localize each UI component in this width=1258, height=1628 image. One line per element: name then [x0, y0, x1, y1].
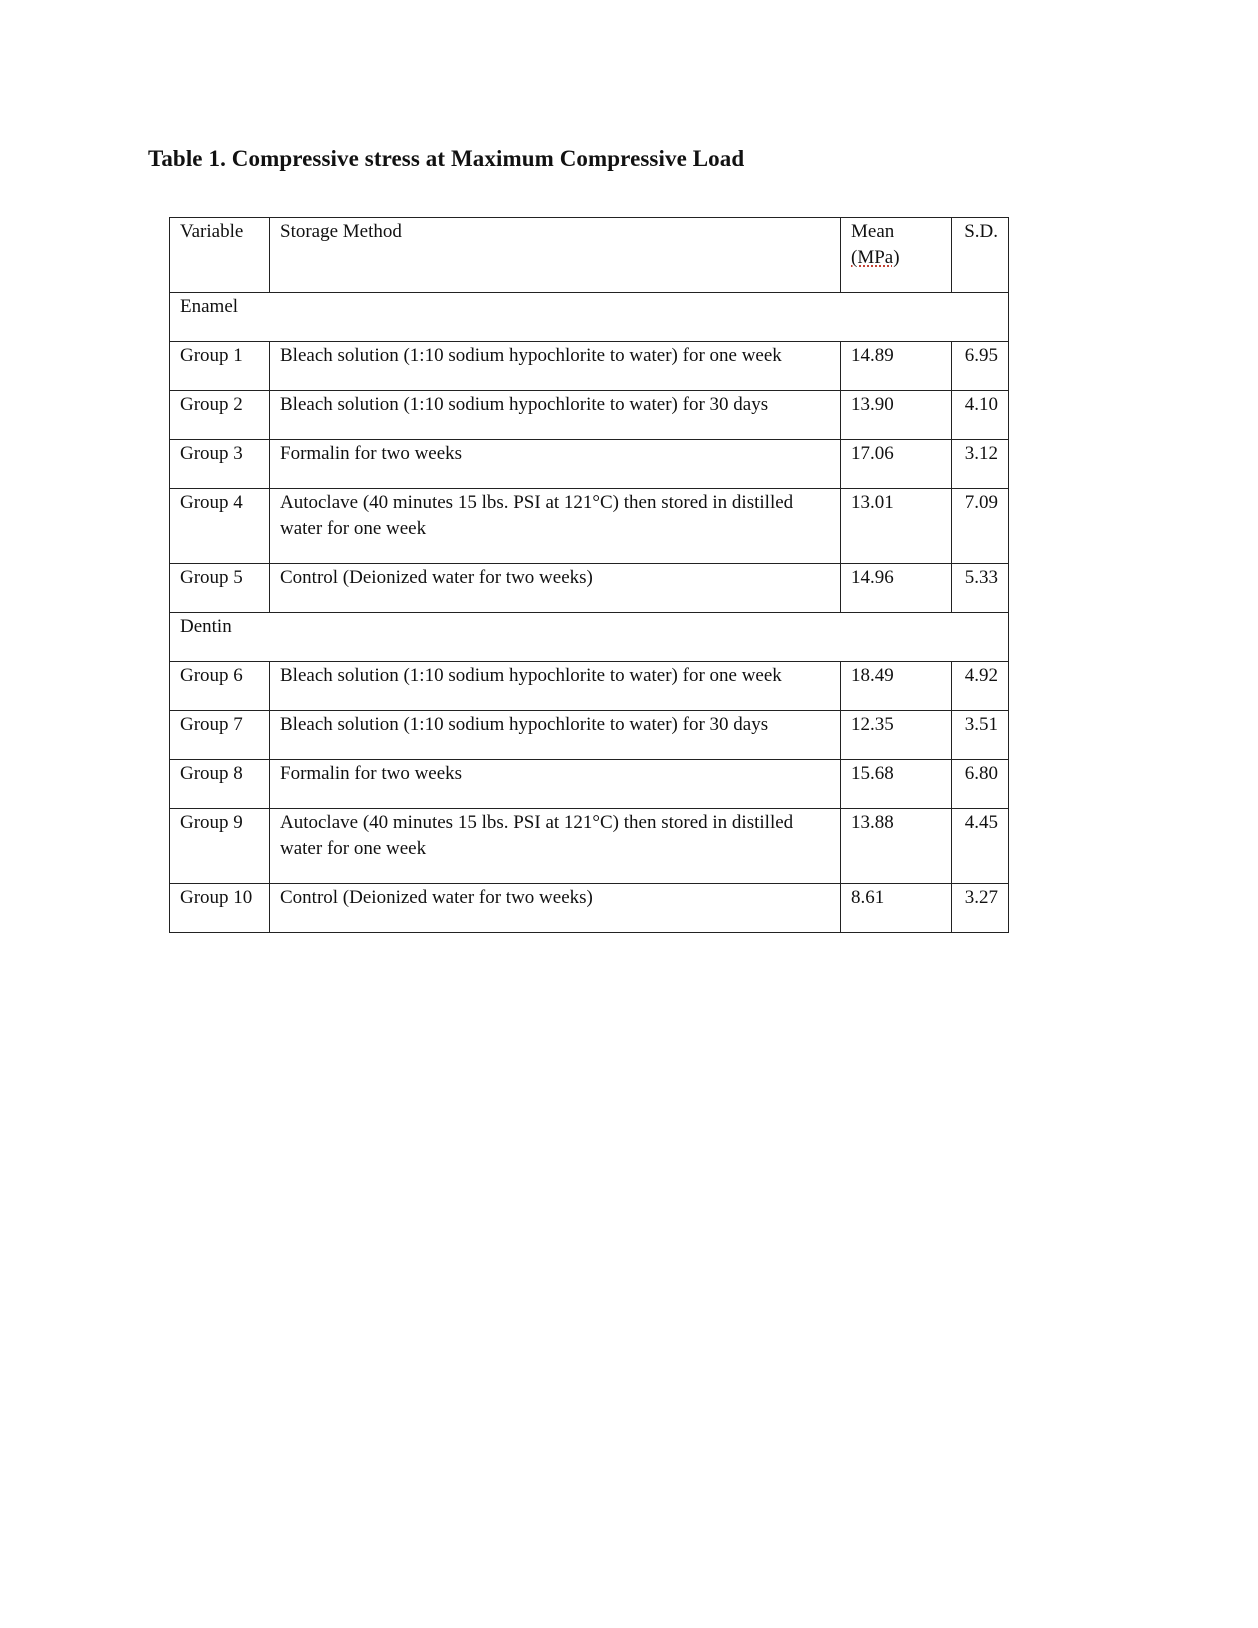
cell-mean: 14.96	[841, 564, 952, 613]
cell-variable: Group 4	[170, 489, 270, 564]
header-mean	[841, 218, 952, 293]
table-row	[170, 440, 1009, 489]
cell-variable: Group 1	[170, 342, 270, 391]
cell-variable: Group 6	[170, 662, 270, 711]
cell-method: Autoclave (40 minutes 15 lbs. PSI at 121°C) then stored in distilled water for one week	[270, 809, 841, 884]
header-mean-label: Mean	[851, 221, 895, 242]
cell-mean: 13.88	[841, 809, 952, 884]
table-row	[170, 489, 1009, 564]
cell-method: Bleach solution (1:10 sodium hypochlorite to water) for 30 days	[270, 711, 841, 760]
table-row	[170, 809, 1009, 884]
section-row-dentin	[170, 613, 1009, 662]
table-row	[170, 662, 1009, 711]
cell-sd: 3.12	[952, 440, 1009, 489]
cell-variable: Group 7	[170, 711, 270, 760]
cell-sd: 6.95	[952, 342, 1009, 391]
cell-variable: Group 3	[170, 440, 270, 489]
cell-variable: Group 9	[170, 809, 270, 884]
cell-method: Control (Deionized water for two weeks)	[270, 564, 841, 613]
table-body	[170, 218, 1009, 933]
cell-mean: 15.68	[841, 760, 952, 809]
section-label: Enamel	[170, 293, 1009, 342]
cell-method: Formalin for two weeks	[270, 760, 841, 809]
header-variable: Variable	[170, 218, 270, 293]
compressive-stress-table	[169, 217, 1009, 933]
cell-sd: 4.10	[952, 391, 1009, 440]
cell-method: Autoclave (40 minutes 15 lbs. PSI at 121°C) then stored in distilled water for one week	[270, 489, 841, 564]
cell-method: Control (Deionized water for two weeks)	[270, 884, 841, 933]
table-title: Table 1. Compressive stress at Maximum Compressive Load	[148, 146, 745, 171]
table-header-row	[170, 218, 1009, 293]
table-row	[170, 760, 1009, 809]
cell-method: Bleach solution (1:10 sodium hypochlorite to water) for one week	[270, 662, 841, 711]
section-label: Dentin	[170, 613, 1009, 662]
cell-variable: Group 8	[170, 760, 270, 809]
cell-mean: 8.61	[841, 884, 952, 933]
cell-method: Bleach solution (1:10 sodium hypochlorite to water) for 30 days	[270, 391, 841, 440]
table-row	[170, 884, 1009, 933]
cell-sd: 4.92	[952, 662, 1009, 711]
cell-sd: 4.45	[952, 809, 1009, 884]
cell-method: Formalin for two weeks	[270, 440, 841, 489]
header-mean-unit: (MPa)	[851, 247, 900, 268]
cell-method: Bleach solution (1:10 sodium hypochlorite to water) for one week	[270, 342, 841, 391]
table-row	[170, 711, 1009, 760]
cell-mean: 14.89	[841, 342, 952, 391]
cell-variable: Group 10	[170, 884, 270, 933]
cell-variable: Group 5	[170, 564, 270, 613]
cell-mean: 12.35	[841, 711, 952, 760]
cell-mean: 13.90	[841, 391, 952, 440]
cell-mean: 13.01	[841, 489, 952, 564]
cell-variable: Group 2	[170, 391, 270, 440]
cell-sd: 5.33	[952, 564, 1009, 613]
cell-sd: 6.80	[952, 760, 1009, 809]
cell-sd: 7.09	[952, 489, 1009, 564]
table-row	[170, 342, 1009, 391]
cell-mean: 17.06	[841, 440, 952, 489]
cell-sd: 3.51	[952, 711, 1009, 760]
header-storage-method: Storage Method	[270, 218, 841, 293]
section-row-enamel	[170, 293, 1009, 342]
cell-sd: 3.27	[952, 884, 1009, 933]
cell-mean: 18.49	[841, 662, 952, 711]
header-sd: S.D.	[952, 218, 1009, 293]
table-row	[170, 391, 1009, 440]
table-row	[170, 564, 1009, 613]
